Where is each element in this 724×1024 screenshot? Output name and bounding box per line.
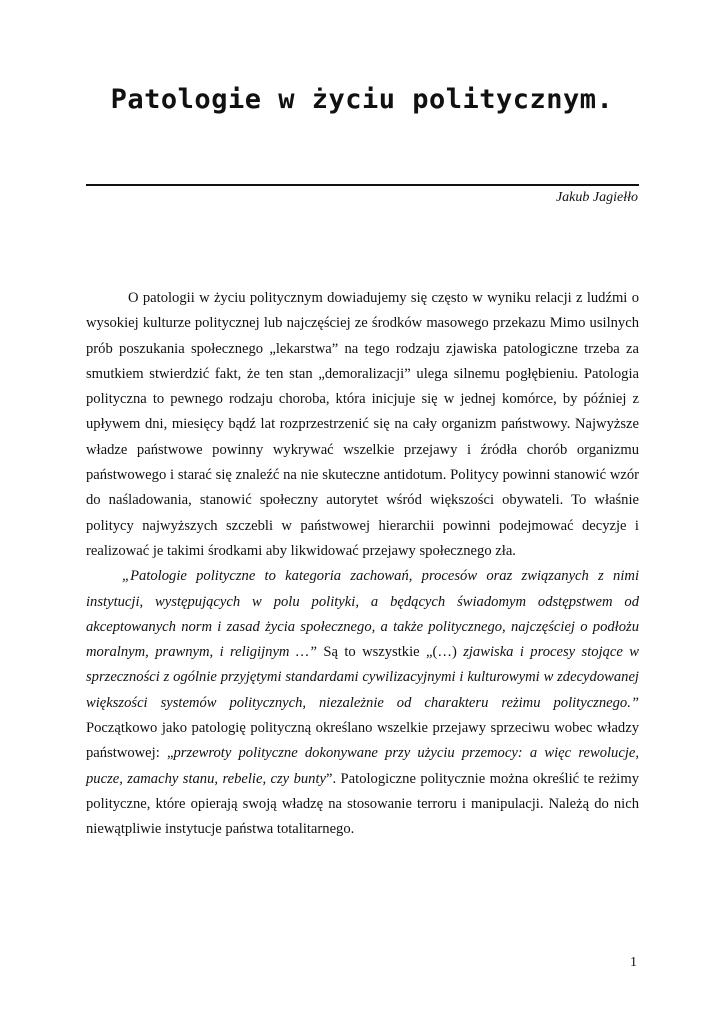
- paragraph-2-text-1: Są to wszystkie „(…): [316, 644, 464, 661]
- paragraph-2-text-2: Początkowo jako patologię polityczną określano wszelkie przejawy sprzeciwu wobec władzy państwowej: „: [86, 720, 639, 762]
- document-body: [86, 286, 639, 843]
- quote-definition: „Patologie polityczne to kategoria zachowań, procesów oraz związanych z nimi instytucji, występujących w polu polityki, a będących świadomym odstępstwem od akceptowanych norm i zasad życia społecznego, a także politycznego, najczęściej o podłożu moralnym, prawnym, i religijnym …”: [86, 568, 639, 661]
- title-divider: [86, 184, 639, 186]
- document-title: Patologie w życiu politycznym.: [110, 84, 614, 115]
- paragraph-2-text-3: ”. Patologiczne politycznie można określić te reżimy polityczne, które opierają swoją władzę na stosowanie terroru i manipulacji. Należą do nich niewątpliwie instytucje państwa totalitarnego.: [86, 770, 639, 838]
- paragraph-2: [86, 564, 639, 842]
- quote-phenomena: zjawiska i procesy stojące w sprzeczności z ogólnie przyjętymi standardami cywilizacyjnymi i kulturowymi w zdecydowanej większości systemów politycznych, niezależnie od charakteru reżimu politycznego.”: [86, 644, 639, 711]
- quote-coups: przewroty polityczne dokonywane przy użyciu przemocy: a więc rewolucje, pucze, zamachy stanu, rebelie, czy bunty: [86, 745, 639, 787]
- paragraph-1: O patologii w życiu politycznym dowiadujemy się często w wyniku relacji z ludźmi o wysokiej kulturze politycznej lub najczęściej ze środków masowego przekazu Mimo usilnych prób poszukania społecznego „lekarstwa” na tego rodzaju zjawiska patologiczne trzeba za smutkiem stwierdzić fakt, że ten stan „demoralizacji” ulega silnemu pogłębieniu. Patologia polityczna to pewnego rodzaju choroba, która inicjuje się w jednej komórce, by później z upływem dni, miesięcy bądź lat rozprzestrzenić się na cały organizm państwowy. Najwyższe władze państwowe powinny wykrywać wszelkie przejawy i źródła chorób organizmu państwowego i starać się znaleźć na nie skuteczne antidotum. Politycy powinni stanowić wzór do naśladowania, stanowić społeczny autorytet wśród większości obywateli. To właśnie politycy najwyższych szczebli w państwowej hierarchii powinni podejmować decyzje i realizować je takimi środkami aby likwidować przejawy społecznego zła.: [86, 290, 639, 559]
- author-name: Jakub Jagiełło: [555, 190, 638, 205]
- page-number: 1: [630, 955, 637, 970]
